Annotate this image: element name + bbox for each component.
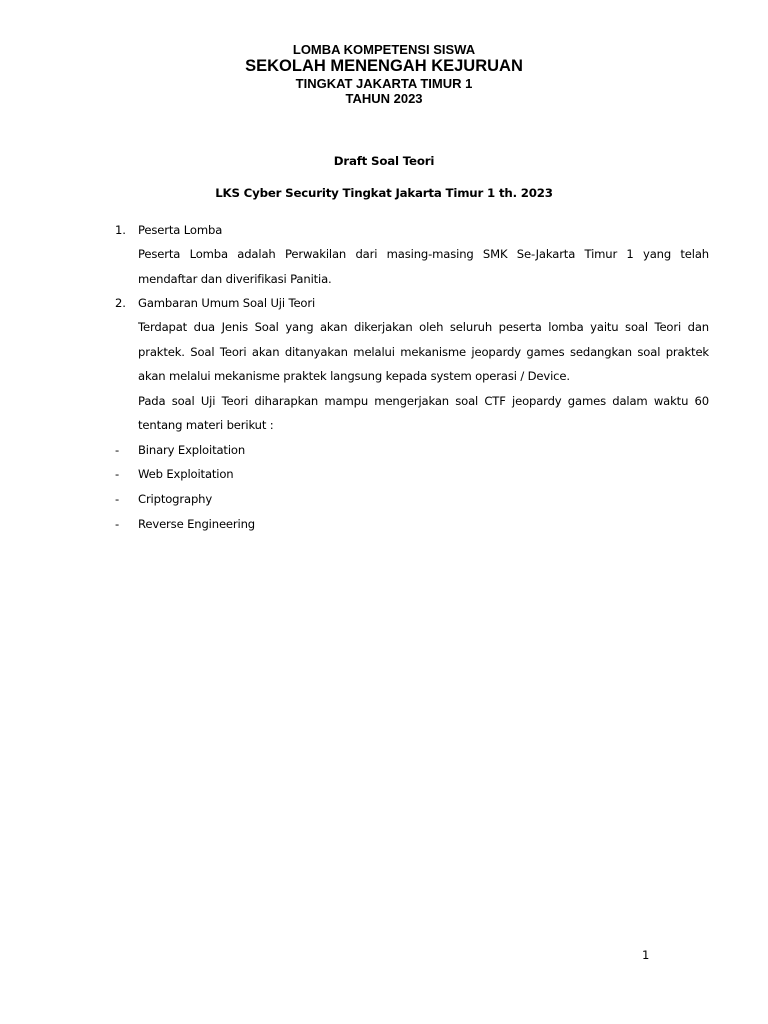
list-dash: - — [115, 491, 120, 506]
lks-title: LKS Cyber Security Tingkat Jakarta Timur 1 th. 2023 — [215, 186, 553, 200]
section-number: 2. — [115, 296, 126, 310]
section-number: 1. — [115, 223, 126, 237]
header-line-1: LOMBA KOMPETENSI SISWA — [292, 42, 476, 57]
list-dash: - — [115, 442, 120, 457]
list-item-text: Criptography — [138, 491, 213, 506]
list-item — [115, 462, 735, 487]
section-paragraph — [138, 315, 709, 438]
list-item — [115, 438, 735, 463]
section-heading-row — [115, 291, 735, 315]
paragraph-line: tentang materi berikut : — [138, 418, 274, 432]
list-item — [115, 512, 735, 537]
list-item-text: Binary Exploitation — [138, 442, 246, 457]
section-paragraph — [138, 242, 709, 291]
paragraph-line: Peserta Lomba adalah Perwakilan dari masing-masing SMK Se-Jakarta Timur 1 yang telah — [138, 247, 709, 261]
section-heading-row — [115, 218, 735, 242]
header-line-3: TINGKAT JAKARTA TIMUR 1 — [295, 76, 473, 91]
document-header — [0, 42, 768, 106]
draft-title: Draft Soal Teori — [333, 154, 435, 168]
paragraph-line: akan melalui mekanisme praktek langsung kepada system operasi / Device. — [138, 369, 570, 383]
list-dash: - — [115, 516, 120, 531]
section-heading: Gambaran Umum Soal Uji Teori — [138, 296, 316, 310]
section-1 — [115, 218, 735, 291]
paragraph-line: praktek. Soal Teori akan ditanyakan melalui mekanisme jeopardy games sedangkan soal praktek — [138, 344, 709, 359]
topic-list — [115, 438, 735, 537]
list-item — [115, 487, 735, 512]
list-item-text: Reverse Engineering — [138, 516, 255, 531]
header-line-2: SEKOLAH MENENGAH KEJURUAN — [245, 57, 523, 75]
paragraph-line: mendaftar dan diverifikasi Panitia. — [138, 271, 332, 286]
header-line-4: TAHUN 2023 — [345, 91, 423, 106]
paragraph-line: Terdapat dua Jenis Soal yang akan dikerjakan oleh seluruh peserta lomba yaitu soal Teori dan — [138, 320, 709, 334]
paragraph-line: Pada soal Uji Teori diharapkan mampu mengerjakan soal CTF jeopardy games dalam waktu 60 — [138, 393, 709, 408]
page-number: 1 — [642, 948, 650, 962]
section-2 — [115, 291, 735, 536]
list-item-text: Web Exploitation — [138, 467, 234, 482]
section-heading: Peserta Lomba — [138, 223, 223, 237]
list-dash: - — [115, 467, 120, 482]
